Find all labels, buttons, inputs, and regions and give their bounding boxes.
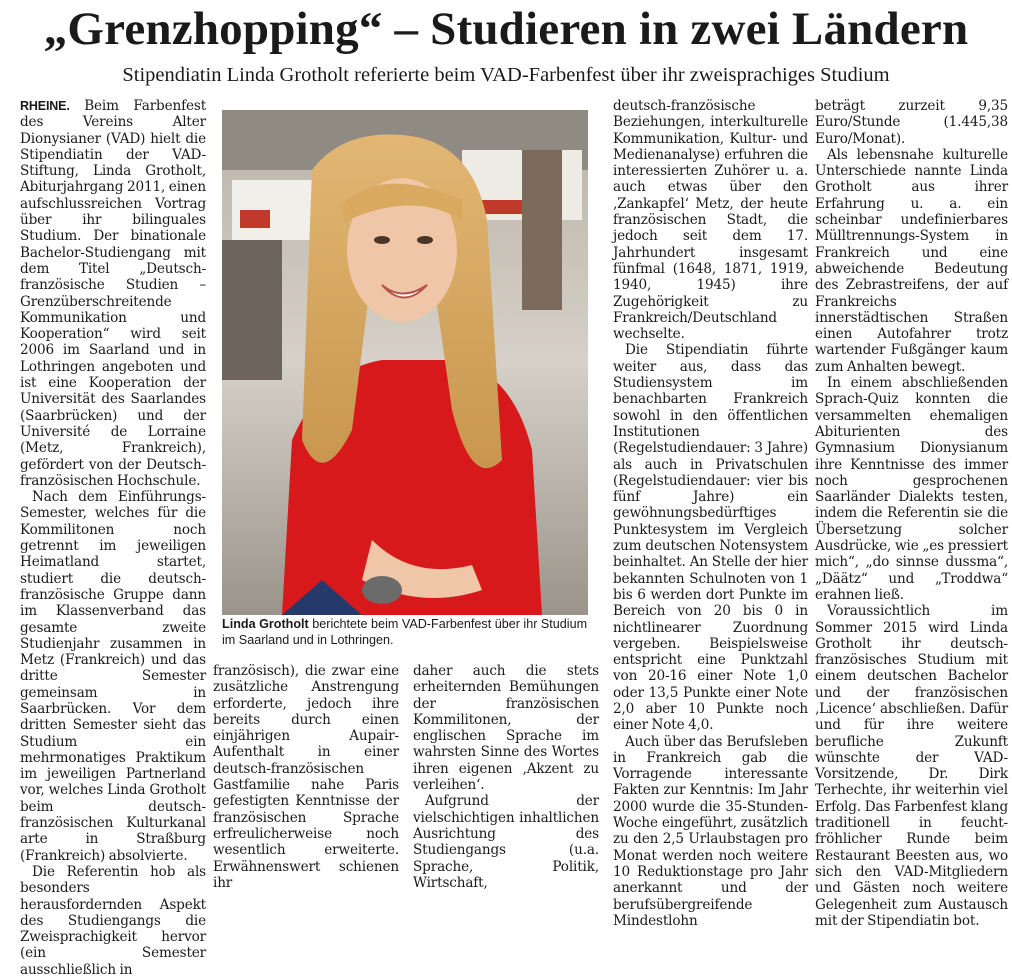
subheadline: Stipendiatin Linda Grotholt referierte beim VAD-Farbenfest über ihr zweisprachiges Studium [122,64,890,86]
paragraph: französisch), die zwar eine zusätzliche Anstrengung erforderte, jedoch ihre bereits durch einen einjährigen Aupair-Aufenthalt in einer deutsch-französischen Gastfamilie nahe Paris gefestigten Kenntnisse der französischen Sprache erfreulicherweise noch wesentlich erweiterte. Erwähnenswert schienen ihr [213,663,399,891]
article-column-3 [413,663,599,891]
article-column-1 [20,98,207,978]
caption-name: Linda Grotholt [222,617,309,631]
paragraph: Die Referentin hob als besonders herausfordernden Aspekt des Studiengangs die Zweisprachigkeit hervor (ein Semester ausschließlich in [20,863,206,978]
article-column-5 [815,98,1008,929]
caption-text: berichtete beim VAD-Farbenfest über ihr Studium im Saarland und in Lothringen. [222,617,588,647]
paragraph: Als lebensnahe kulturelle Unterschiede nannte Linda Grotholt aus ihrer Erfahrung u. a. ein scheinbar undefinierbares Mülltrennungs-System in Frankreich und eine abweichende Bedeutung des Zebrastreifens, der auf Frankreichs innerstädtischen Straßen einen Autofahrer trotz wartender Fußgänger kaum zum Anhalten bewegt. [815,146,1008,375]
paragraph: Die Stipendiatin führte weiter aus, dass das Studiensystem im benachbarten Frankreich sowohl in den öffentlichen Institutionen (Regelstudiendauer: 3 Jahre) als auch in Privatschulen (Regelstudiendauer: vier bis fünf Jahre) ein gewöhnungsbedürftiges Punktesystem im Vergleich zum deutschen Notensystem beinhaltet. An Stelle der hier bekannten Schulnoten von 1 bis 6 werden dort Punkte im Bereich von 20 bis 0 in nichtlinearer Zuordnung vergeben. Beispielsweise entspricht eine Punktzahl von 20-16 einer Note 1,0 oder 13,5 Punkte einer Note 2,0 aber 10 Punkte noch einer Note 4,0. [613,342,808,734]
article-column-4 [613,98,808,929]
paragraph: daher auch die stets erheiternden Bemühungen der französischen Kommilitonen, der englischen Sprache im wahrsten Sinne des Wortes ihren eigenen ‚Akzent zu verleihen‘. [413,663,599,794]
dateline: RHEINE. [20,99,70,113]
portrait-photo [222,110,588,615]
paragraph-text: Beim Farbenfest des Vereins Alter Dionysianer (VAD) hielt die Stipendiatin der VAD-Stiftung, Linda Grotholt, Abiturjahrgang 2011, einen aufschlussreichen Vortrag über ihr bilinguales Studium. Der binationale Bachelor-Studiengang mit dem Titel „Deutsch-französische Studien – Grenzüberschreitende Kommunikation und Kooperation“ wird seit 2006 im Saarland und in Lothringen angeboten und ist eine Kooperation der Universität des Saarlandes (Saarbrücken) und der Université de Lorraine (Metz, Frankreich), gefördert von der Deutsch-französischen Hochschule. [20,98,207,489]
photo-caption [222,616,592,648]
paragraph: Auch über das Berufsleben in Frankreich gab die Vorragende interessante Fakten zur Kenntnis: Im Jahr 2000 wurde die 35-Stunden-Woche eingeführt, zusätzlich zu den 2,5 Urlaubstagen pro Monat werden noch weitere 10 Reduktionstage pro Jahr anerkannt und der berufsübergreifende Mindestlohn [613,733,808,929]
paragraph: Voraussichtlich im Sommer 2015 wird Linda Grotholt ihr deutsch-französisches Studium mit einem deutschen Bachelor und der französischen ‚Licence‘ abschließen. Dafür und für ihre weitere berufliche Zukunft wünschte der VAD-Vorsitzende, Dr. Dirk Terhechte, ihr weiterhin viel Erfolg. Das Farbenfest klang traditionell in feucht-fröhlicher Runde beim Restaurant Beesten aus, wo sich den VAD-Mitgliedern und Gästen noch weitere Gelegenheit zum Austausch mit der Stipendiatin bot. [815,603,1008,929]
paragraph: deutsch-französische Beziehungen, interkulturelle Kommunikation, Kultur- und Medienanalyse) erfuhren die interessierten Zuhörer u. a. auch etwas über den ‚Zankapfel‘ Metz, der heute französischen Stadt, die jedoch seit dem 17. Jahrhundert insgesamt fünfmal (1648, 1871, 1919, 1940, 1945) ihre Zugehörigkeit zu Frankreich/Deutschland wechselte. [613,98,808,343]
paragraph: Aufgrund der vielschichtigen inhaltlichen Ausrichtung des Studiengangs (u.a. Sprache, Politik, Wirtschaft, [413,793,599,891]
paragraph: Nach dem Einführungs-Semester, welches für die Kommilitonen noch getrennt im jeweiligen Heimatland startet, studiert die deutsch-französische Gruppe dann im Klassenverband das gesamte zweite Studienjahr zusammen in Metz (Frankreich) und das dritte Semester gemeinsam in Saarbrücken. Vor dem dritten Semester sieht das Studium ein mehrmonatiges Praktikum im jeweiligen Partnerland vor, welches Linda Grotholt beim deutsch-französischen Kulturkanal arte in Straßburg (Frankreich) absolvierte. [20,489,206,864]
paragraph [20,98,206,489]
article-column-2 [213,663,399,891]
paragraph: In einem abschließenden Sprach-Quiz konnten die versammelten ehemaligen Abiturienten des Gymnasium Dionysianum ihre Kenntnisse des immer noch gesprochenen Saarländer Dialekts testen, indem die Referentin sie die Übersetzung solcher Ausdrücke, wie „es pressiert mich“, „do sinnse dussma“, „Däätz“ und „Troddwa“ erahnen ließ. [815,375,1008,603]
headline: „Grenzhopping“ – Studieren in zwei Ländern [43,3,969,55]
paragraph: beträgt zurzeit 9,35 Euro/Stunde (1.445,38 Euro/Monat). [815,98,1008,147]
